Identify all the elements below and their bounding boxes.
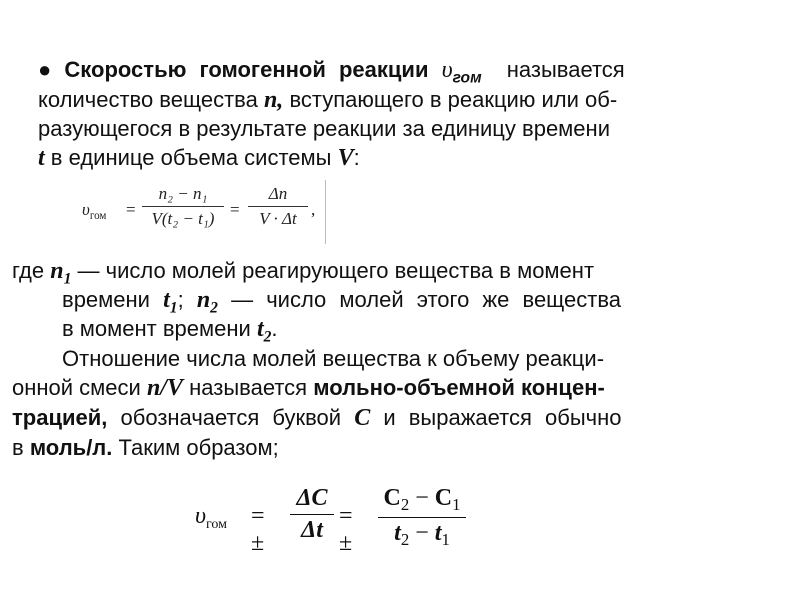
unit-mol-per-liter: моль/л. — [29, 435, 113, 460]
explanation-line-2: времени $t_1$; $n_2$ — число молей этого же вещества — [62, 287, 622, 317]
explanation-line-1: где $n_1$ — число молей реагирующего вещества в момент — [12, 258, 595, 288]
symbol-n-over-V: n/V — [146, 375, 183, 401]
formula1-divider — [325, 180, 326, 244]
term-molar-volume: мольно-объемной концен- — [313, 375, 605, 400]
symbol-t2: $t_2$ — [256, 316, 272, 346]
symbol-n1: $n_1$ — [50, 258, 72, 288]
definition-line-4: t в единице объема системы V: — [38, 145, 360, 171]
bullet-icon: ● — [38, 57, 52, 82]
formula2-lhs: $\upsilon_{гом}$ — [195, 503, 228, 532]
symbol-V: V — [337, 145, 354, 171]
term-reaction-rate: Скоростью гомогенной реакции — [64, 57, 429, 82]
definition-line-3: разующегося в результате реакции за единицу времени — [38, 116, 610, 141]
concentration-line-1: Отношение числа молей вещества к объему реакци- — [62, 346, 605, 371]
formula1-fraction-2: $\frac{\Delta n}{V \cdot \Delta t}$ — [248, 184, 308, 229]
formula1-lhs: $\upsilon_{гом}$ — [82, 200, 107, 222]
formula2-fraction-2: $\frac{C_2 - C_1}{t_2 - t_1}$ — [378, 485, 466, 550]
formula2-fraction-1: $\frac{\Delta C}{\Delta t}$ — [290, 485, 334, 544]
symbol-C: C — [354, 405, 371, 431]
concentration-line-3: трацией, обозначается буквой C и выражается обычно — [12, 405, 622, 431]
symbol-n: n, — [263, 87, 284, 113]
symbol-n2: $n_2$ — [196, 287, 218, 317]
concentration-line-2: онной смеси n/V называется мольно-объемной концен- — [12, 375, 605, 401]
word-called: называется — [506, 57, 625, 82]
symbol-t: t — [38, 145, 45, 171]
explanation-line-3: в момент времени $t_2$. — [62, 316, 278, 346]
rate-symbol: $\upsilon_{гом}$ — [441, 57, 482, 87]
formula1-fraction-1: $\frac{\text{n₂ − n₁}}{\text{V(t₂ − t₁)}}$ — [142, 184, 224, 229]
concentration-line-4: в моль/л. Таким образом; — [12, 435, 279, 460]
term-concentration: трацией, — [12, 405, 108, 430]
symbol-t1: $t_1$ — [163, 287, 178, 317]
definition-line-2: количество вещества n, вступающего в реакцию или об- — [38, 87, 618, 113]
